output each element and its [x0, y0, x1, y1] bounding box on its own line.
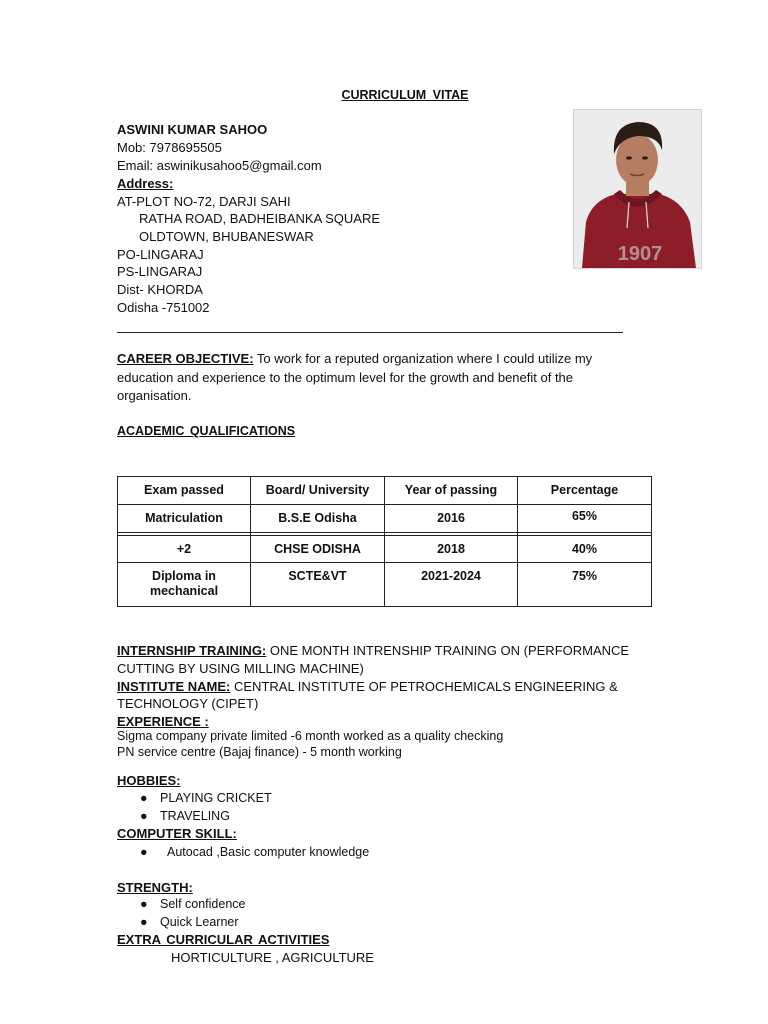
computer-skill-heading: COMPUTER SKILL: [117, 826, 237, 841]
bullet-icon: ● [140, 791, 148, 805]
table-cell: 2016 [385, 505, 518, 533]
strength-list [140, 896, 245, 931]
bullet-icon: ● [140, 897, 148, 911]
institute-heading: INSTITUTE NAME: [117, 679, 231, 694]
career-objective-heading: CAREER OBJECTIVE: [117, 351, 254, 366]
table-header-cell: Year of passing [385, 477, 518, 505]
career-objective [117, 350, 597, 406]
table-cell: B.S.E Odisha [251, 505, 385, 533]
experience-item: Sigma company private limited -6 month worked as a quality checking [117, 729, 504, 743]
section-divider [117, 332, 623, 333]
list-item: ● Self confidence [140, 896, 245, 914]
table-cell: 2018 [385, 536, 518, 563]
table-cell: Diploma in mechanical [118, 563, 251, 607]
table-cell: +2 [118, 536, 251, 563]
address-line: AT-PLOT NO-72, DARJI SAHI [117, 194, 291, 209]
table-cell: Matriculation [118, 505, 251, 533]
experience-heading: EXPERIENCE : [117, 714, 209, 729]
address-line: OLDTOWN, BHUBANESWAR [139, 229, 314, 244]
address-line: PS-LINGARAJ [117, 264, 203, 279]
table-header-cell: Exam passed [118, 477, 251, 505]
strength-heading: STRENGTH: [117, 880, 193, 895]
bullet-icon: ● [140, 808, 148, 823]
academic-heading: ACADEMIC QUALIFICATIONS [117, 424, 296, 438]
table-row [118, 536, 652, 563]
document-title: CURRICULUM VITAE [341, 88, 469, 102]
table-cell: 75% [518, 563, 652, 607]
table-header-row [118, 477, 652, 505]
table-cell: SCTE&VT [251, 563, 385, 607]
table-cell: 2021-2024 [385, 563, 518, 607]
table-cell: CHSE ODISHA [251, 536, 385, 563]
extra-curricular-text: HORTICULTURE , AGRICULTURE [171, 950, 374, 965]
institute-line [117, 678, 618, 696]
address-line: Odisha -751002 [117, 300, 210, 315]
address-line: PO-LINGARAJ [117, 247, 204, 262]
hobbies-heading: HOBBIES: [117, 773, 181, 788]
computer-skill-list [140, 844, 369, 862]
institute-line: TECHNOLOGY (CIPET) [117, 696, 259, 711]
hobbies-list [140, 790, 272, 825]
table-header-cell: Board/ University [251, 477, 385, 505]
address-line: Dist- KHORDA [117, 282, 203, 297]
internship-line [117, 642, 629, 660]
address-heading: Address: [117, 176, 174, 191]
table-cell: 65% [518, 505, 652, 533]
internship-text: ONE MONTH INTRENSHIP TRAINING ON (PERFORMANCE [266, 643, 630, 658]
list-item: ● Autocad ,Basic computer knowledge [140, 844, 369, 862]
list-item: ● Quick Learner [140, 914, 245, 932]
candidate-name: ASWINI KUMAR SAHOO [117, 122, 268, 137]
table-row [118, 505, 652, 533]
table-header-cell: Percentage [518, 477, 652, 505]
list-item: ● PLAYING CRICKET [140, 790, 272, 808]
career-objective-text: To work for a reputed organization where I could utilize my education and experience to the optimum level for the growth and benefit of the organisation. [117, 351, 593, 403]
academic-table [117, 476, 652, 607]
institute-text: CENTRAL INSTITUTE OF PETROCHEMICALS ENGINEERING & [230, 679, 618, 694]
portrait-photo-icon [574, 110, 701, 268]
email-address: Email: aswinikusahoo5@gmail.com [117, 158, 322, 173]
table-cell: 40% [518, 536, 652, 563]
experience-item: PN service centre (Bajaj finance) - 5 month working [117, 745, 402, 759]
list-item: ● TRAVELING [140, 808, 272, 826]
mobile-number: Mob: 7978695505 [117, 140, 222, 155]
table-row [118, 563, 652, 607]
portrait-photo [573, 109, 702, 269]
extra-curricular-heading: EXTRA CURRICULAR ACTIVITIES [117, 932, 330, 947]
bullet-icon: ● [140, 845, 148, 859]
address-line: RATHA ROAD, BADHEIBANKA SQUARE [139, 211, 381, 226]
bullet-icon: ● [140, 914, 148, 929]
hoodie-print-text: 1907 [617, 243, 663, 265]
internship-heading: INTERNSHIP TRAINING: [117, 643, 267, 658]
internship-line: CUTTING BY USING MILLING MACHINE) [117, 661, 364, 676]
